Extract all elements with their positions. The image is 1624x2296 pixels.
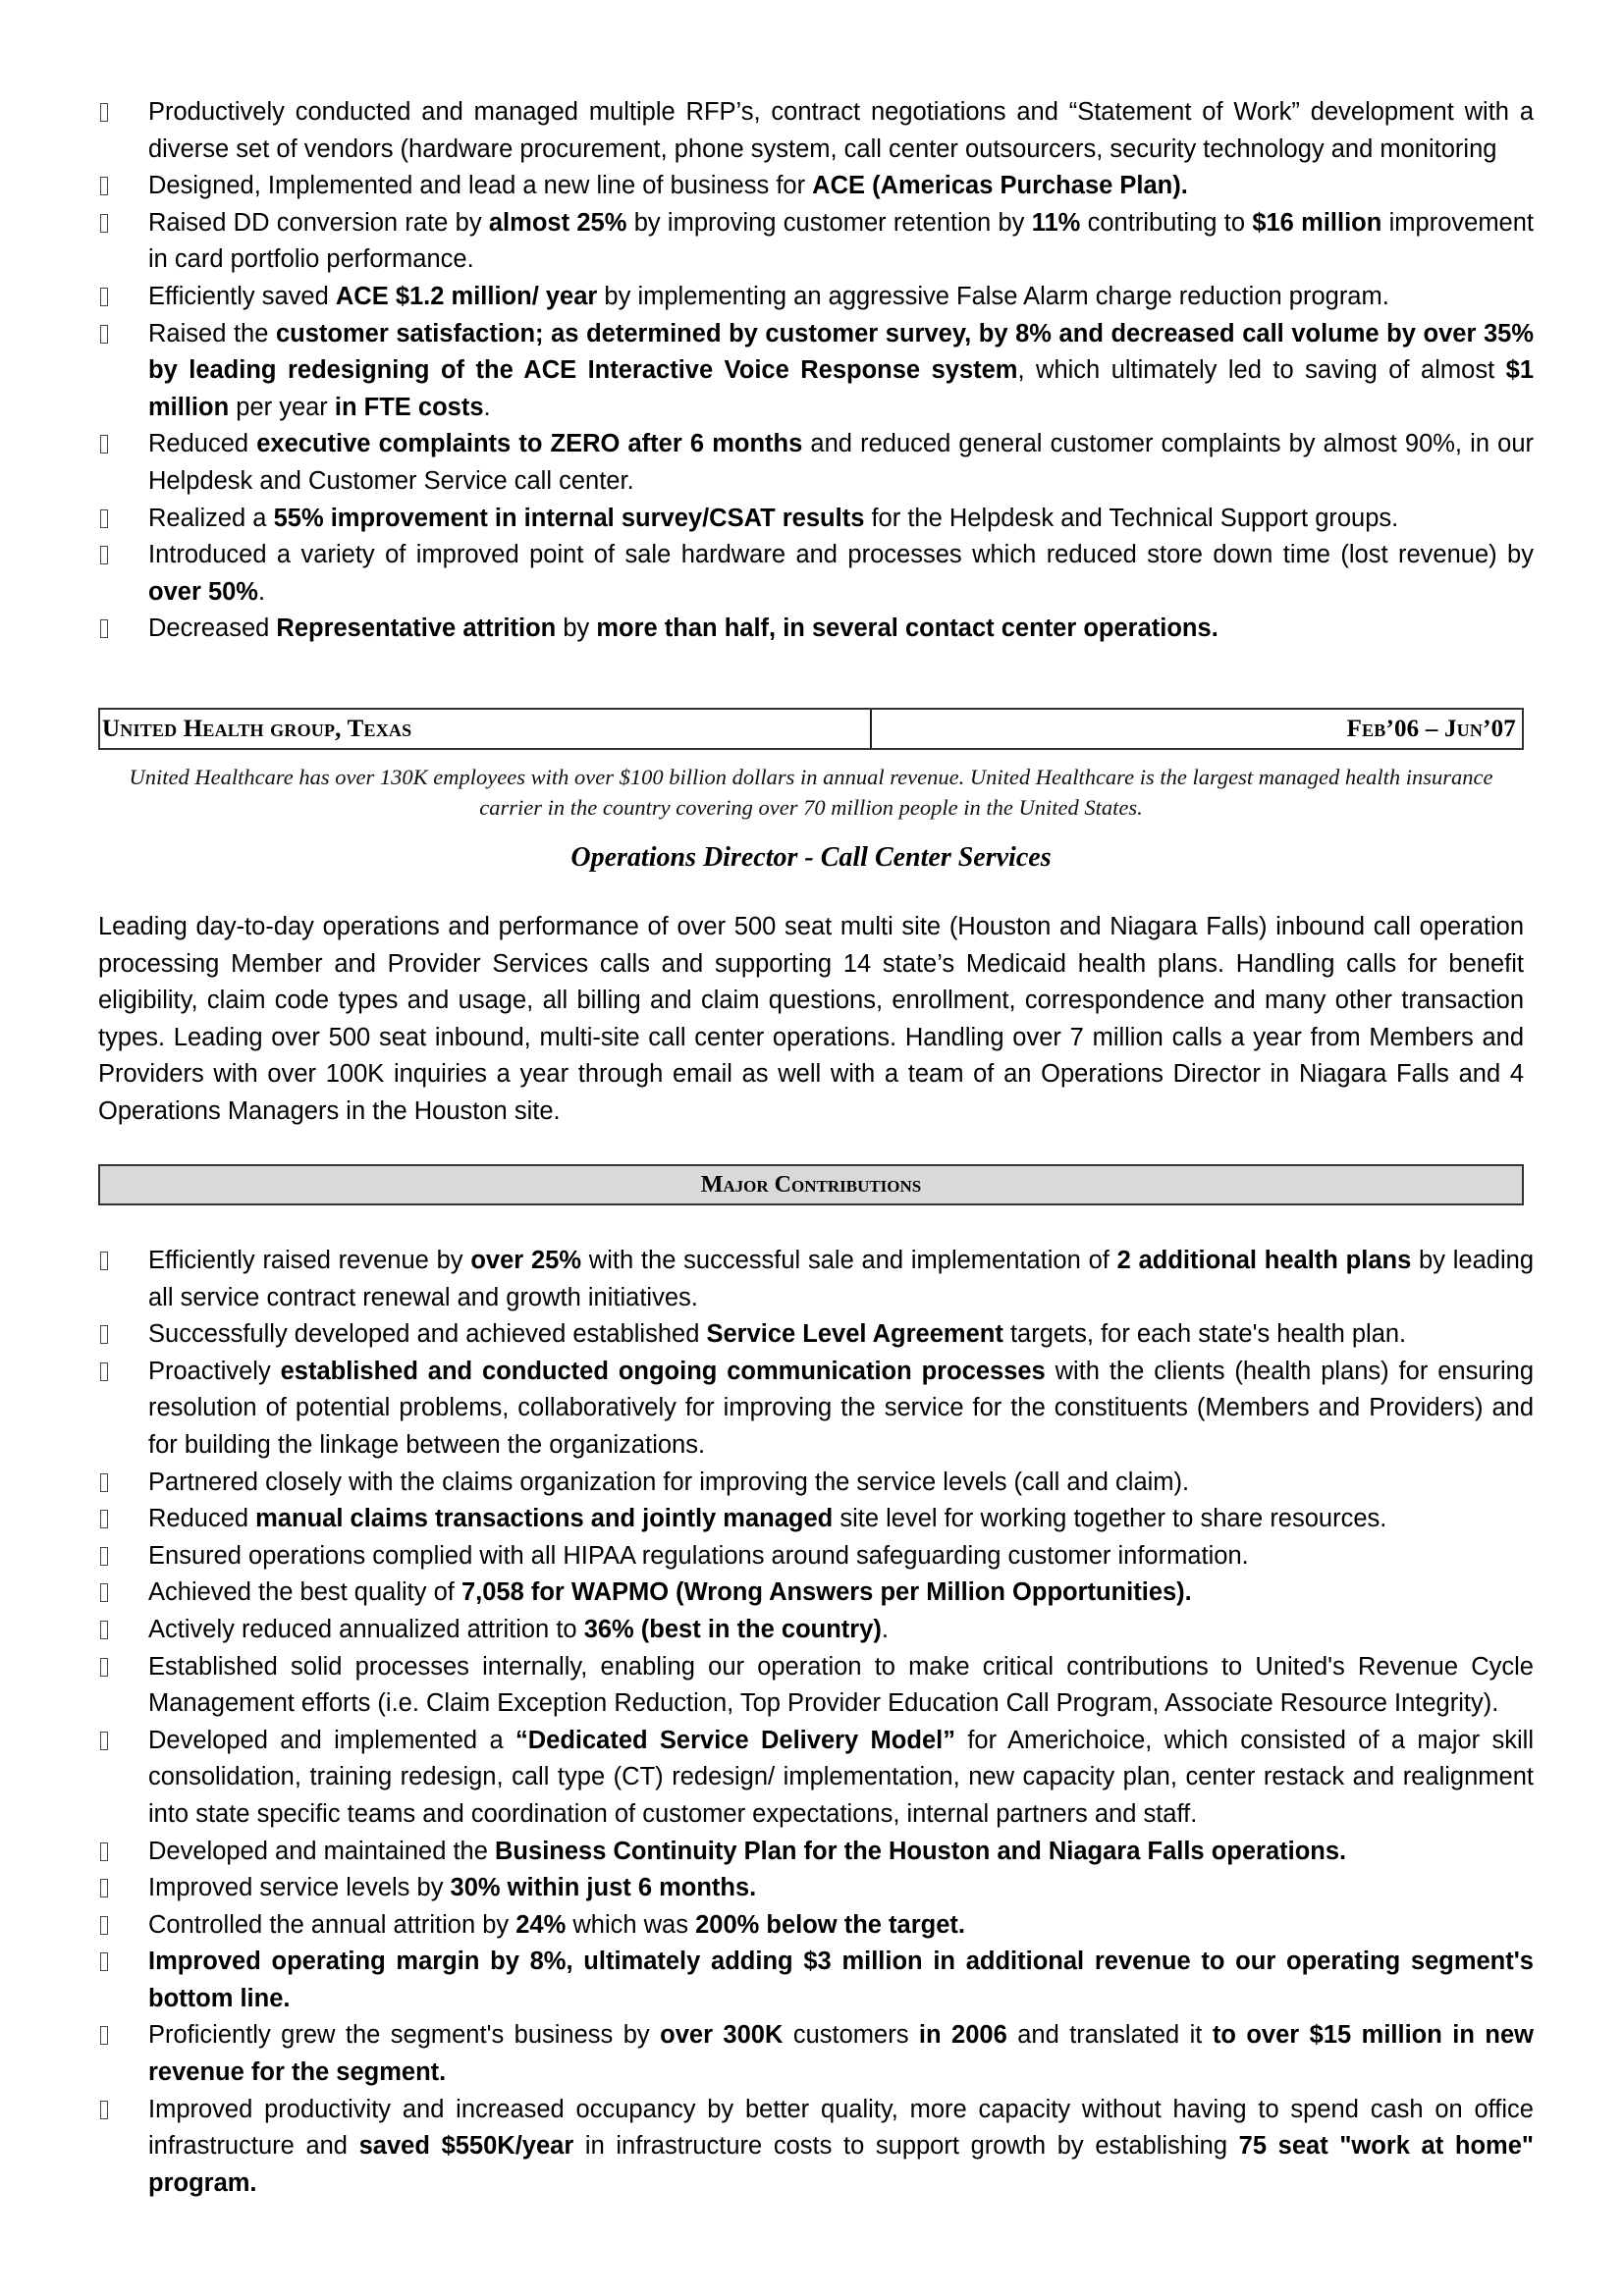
bullet-icon <box>100 1879 108 1897</box>
list-item <box>98 1870 1534 1907</box>
text: by <box>556 614 597 643</box>
bold-text: in 2006 <box>918 2021 1007 2050</box>
bullet-icon <box>100 1473 108 1492</box>
bold-text: 55% improvement in internal survey/CSAT results <box>273 504 865 532</box>
text: with the clients (health plans) for ensuring resolution of potential problems, collaboratively for improving the service for the constituents (Members and Providers) and for building the linkage between the organizations. <box>148 1357 1535 1459</box>
list-item <box>98 205 1534 279</box>
bullet-icon <box>100 1362 108 1381</box>
role-summary: Leading day-to-day operations and performance of over 500 seat multi site (Houston and Niagara Falls) inbound call operation processing Member and Provider Services calls and supporting 14 state’s Medicaid health plans. Handling calls for benefit eligibility, claim code types and usage, all billing and claim questions, enrollment, correspondence and many other transaction types. Leading over 500 seat inbound, multi-site call center operations. Handling over 7 million calls a year from Members and Providers with over 100K inquiries a year through email as well with a team of an Operations Director in Niagara Falls and 4 Operations Managers in the Houston site. <box>98 913 1524 1125</box>
bold-text: over 25% <box>470 1247 582 1274</box>
bullet-icon <box>100 1952 108 1971</box>
list-item <box>98 1501 1534 1538</box>
bullet-icon <box>100 1658 108 1677</box>
list-item <box>98 1834 1534 1871</box>
list-item <box>98 611 1534 648</box>
bold-text: Improved operating margin by 8%, ultimately adding $3 million in additional revenue to our operating segment's bottom line. <box>148 1948 1534 2012</box>
text: Actively reduced annualized attrition to <box>148 1615 584 1643</box>
bullet-icon <box>100 1621 108 1639</box>
bullet-icon <box>100 546 108 564</box>
bold-text: 30% within just 6 months. <box>450 1874 757 1902</box>
bold-text: over 300K <box>660 2021 784 2050</box>
text: Proficiently grew the segment's business by <box>148 2021 661 2050</box>
bold-text: established and conducted ongoing communication processes <box>280 1357 1046 1385</box>
list-item <box>98 1944 1534 2017</box>
bullet-icon <box>100 1547 108 1566</box>
bold-text: 2 additional health plans <box>1116 1247 1412 1274</box>
text: for the Helpdesk and Technical Support groups. <box>864 504 1399 532</box>
bullet-icon <box>100 1732 108 1750</box>
bold-text: almost 25% <box>488 208 627 237</box>
text: with the successful sale and implementation of <box>581 1247 1117 1274</box>
bold-text: Business Continuity Plan for the Houston and Niagara Falls operations. <box>495 1837 1347 1865</box>
text: Proactively <box>148 1357 281 1385</box>
bold-text: 36% (best in the country) <box>583 1615 882 1643</box>
text: Raised the <box>148 319 276 347</box>
text: and translated it <box>1006 2021 1213 2050</box>
list-item <box>98 1723 1534 1834</box>
text: site level for working together to share resources. <box>833 1505 1387 1533</box>
text: Realized a <box>148 504 274 532</box>
text: Achieved the best quality of <box>148 1578 461 1607</box>
bullet-icon <box>100 435 108 454</box>
list-item <box>98 2017 1534 2091</box>
text: improvement in card portfolio performance. <box>148 208 1535 274</box>
text: Improved service levels by <box>148 1874 451 1902</box>
bold-text: 11% <box>1031 208 1081 237</box>
text: Reduced <box>148 1505 256 1533</box>
bold-text: 75 seat "work at home" program. <box>148 2132 1534 2197</box>
bullet-icon <box>100 1842 108 1861</box>
text: per year <box>229 393 335 421</box>
text: and reduced general customer complaints by almost 90%, in our Helpdesk and Customer Service call center. <box>148 430 1534 495</box>
bold-text: 24% <box>515 1910 567 1939</box>
bullet-icon <box>100 2026 108 2045</box>
bold-text: 200% below the target. <box>695 1910 965 1939</box>
text: Ensured operations complied with all HIPAA regulations around safeguarding customer information. <box>148 1541 1249 1570</box>
list-item <box>98 2092 1534 2203</box>
text: Efficiently saved <box>148 282 336 310</box>
bullet-icon <box>100 619 108 638</box>
text: Developed and implemented a <box>148 1726 515 1754</box>
text: Controlled the annual attrition by <box>148 1910 516 1939</box>
text: Partnered closely with the claims organization for improving the service levels (call and claim). <box>148 1468 1190 1496</box>
text: Reduced <box>148 430 257 458</box>
list-item <box>98 501 1534 538</box>
text: by leading all service contract renewal and growth initiatives. <box>148 1247 1534 1311</box>
bullet-icon <box>100 288 108 306</box>
bold-text: customer satisfaction; as determined by customer survey, by 8% and decreased call volume by over 35% by leading redesigning of the ACE Interactive Voice Response system <box>148 319 1534 385</box>
list-item <box>98 1243 1534 1316</box>
bullet-icon <box>100 1510 108 1528</box>
text: . <box>881 1615 889 1643</box>
bold-text: executive complaints to ZERO after 6 months <box>256 430 803 458</box>
text: . <box>483 393 491 421</box>
list-item <box>98 168 1534 205</box>
list-item <box>98 1649 1534 1723</box>
bullet-icon <box>100 214 108 233</box>
bullet-icon <box>100 1916 108 1935</box>
bold-text: Service Level Agreement <box>706 1320 1003 1349</box>
list-item <box>98 537 1534 611</box>
bullet-icon <box>100 509 108 528</box>
text: contributing to <box>1080 208 1253 237</box>
bold-text: $1 million <box>148 356 1535 421</box>
list-item <box>98 94 1534 168</box>
list-item <box>98 1907 1534 1945</box>
text: Designed, Implemented and lead a new line of business for <box>148 172 813 200</box>
employer-name: United Health group, Texas <box>100 710 872 748</box>
list-item <box>98 1316 1534 1354</box>
bold-text: in FTE costs <box>334 393 484 421</box>
major-contributions-list <box>98 1243 1534 2202</box>
bold-text: ACE $1.2 million/ year <box>335 282 598 310</box>
company-description: United Healthcare has over 130K employees with over $100 billion dollars in annual revenue. United Healthcare is the largest managed health insurance carrier in the country covering over 70 million people in the United States. <box>129 765 1493 820</box>
bold-text: manual claims transactions and jointly managed <box>255 1505 834 1533</box>
bold-text: “Dedicated Service Delivery Model” <box>514 1726 955 1754</box>
text: in infrastructure costs to support growth by establishing <box>573 2132 1239 2161</box>
list-item <box>98 316 1534 427</box>
list-item <box>98 426 1534 500</box>
text: targets, for each state's health plan. <box>1002 1320 1407 1349</box>
bold-text: to over $15 million in new revenue for the segment. <box>148 2021 1534 2087</box>
text: by improving customer retention by <box>626 208 1032 237</box>
text: Efficiently raised revenue by <box>148 1247 471 1274</box>
text: customers <box>783 2021 919 2050</box>
bold-text: saved $550K/year <box>358 2132 574 2161</box>
employer-header <box>98 708 1524 750</box>
bullet-icon <box>100 1583 108 1602</box>
text: by implementing an aggressive False Alarm charge reduction program. <box>597 282 1389 310</box>
list-item <box>98 1354 1534 1465</box>
bullet-icon <box>100 177 108 195</box>
bullet-icon <box>100 2101 108 2119</box>
text: Established solid processes internally, enabling our operation to make critical contributions to United's Revenue Cycle Management efforts (i.e. Claim Exception Reduction, Top Provider Education Call Program, Associate Resource Integrity). <box>148 1652 1534 1718</box>
bold-text: $16 million <box>1252 208 1382 237</box>
text: which was <box>566 1910 696 1939</box>
bold-text: Representative attrition <box>276 614 557 643</box>
text: , which ultimately led to saving of almost <box>1017 356 1506 385</box>
bold-text: more than half, in several contact center operations. <box>596 614 1218 643</box>
section-header-major-contributions: Major Contributions <box>98 1164 1524 1205</box>
bullet-icon <box>100 1325 108 1344</box>
employment-dates: Feb’06 – Jun’07 <box>1346 715 1516 742</box>
bold-text: ACE (Americas Purchase Plan). <box>812 172 1188 200</box>
list-item <box>98 1575 1534 1612</box>
list-item <box>98 1612 1534 1649</box>
list-item <box>98 279 1534 316</box>
job-title: Operations Director - Call Center Services <box>570 842 1052 873</box>
bullet-icon <box>100 1252 108 1270</box>
text: Productively conducted and managed multiple RFP’s, contract negotiations and “Statement of Work” development with a diverse set of vendors (hardware procurement, phone system, call center outsourcers, security technology and monitoring <box>148 98 1534 163</box>
bold-text: over 50% <box>148 577 258 606</box>
text: Improved productivity and increased occupancy by better quality, more capacity without having to spend cash on office infrastructure and <box>148 2095 1534 2161</box>
list-item <box>98 1538 1534 1575</box>
achievements-list-previous-role <box>98 94 1534 648</box>
text: Introduced a variety of improved point of sale hardware and processes which reduced store down time (lost revenue) by <box>148 541 1534 569</box>
text: Raised DD conversion rate by <box>148 208 489 237</box>
bullet-icon <box>100 103 108 122</box>
text: Developed and maintained the <box>148 1837 496 1865</box>
bullet-icon <box>100 325 108 344</box>
text: . <box>258 577 266 606</box>
list-item <box>98 1465 1534 1502</box>
text: Decreased <box>148 614 277 643</box>
text: for Americhoice, which consisted of a major skill consolidation, training redesign, call type (CT) redesign/ implementation, new capacity plan, center restack and realignment into state specific teams and coordination of customer expectations, internal partners and staff. <box>148 1726 1534 1828</box>
text: Successfully developed and achieved established <box>148 1320 707 1349</box>
bold-text: 7,058 for WAPMO (Wrong Answers per Million Opportunities). <box>460 1578 1192 1607</box>
